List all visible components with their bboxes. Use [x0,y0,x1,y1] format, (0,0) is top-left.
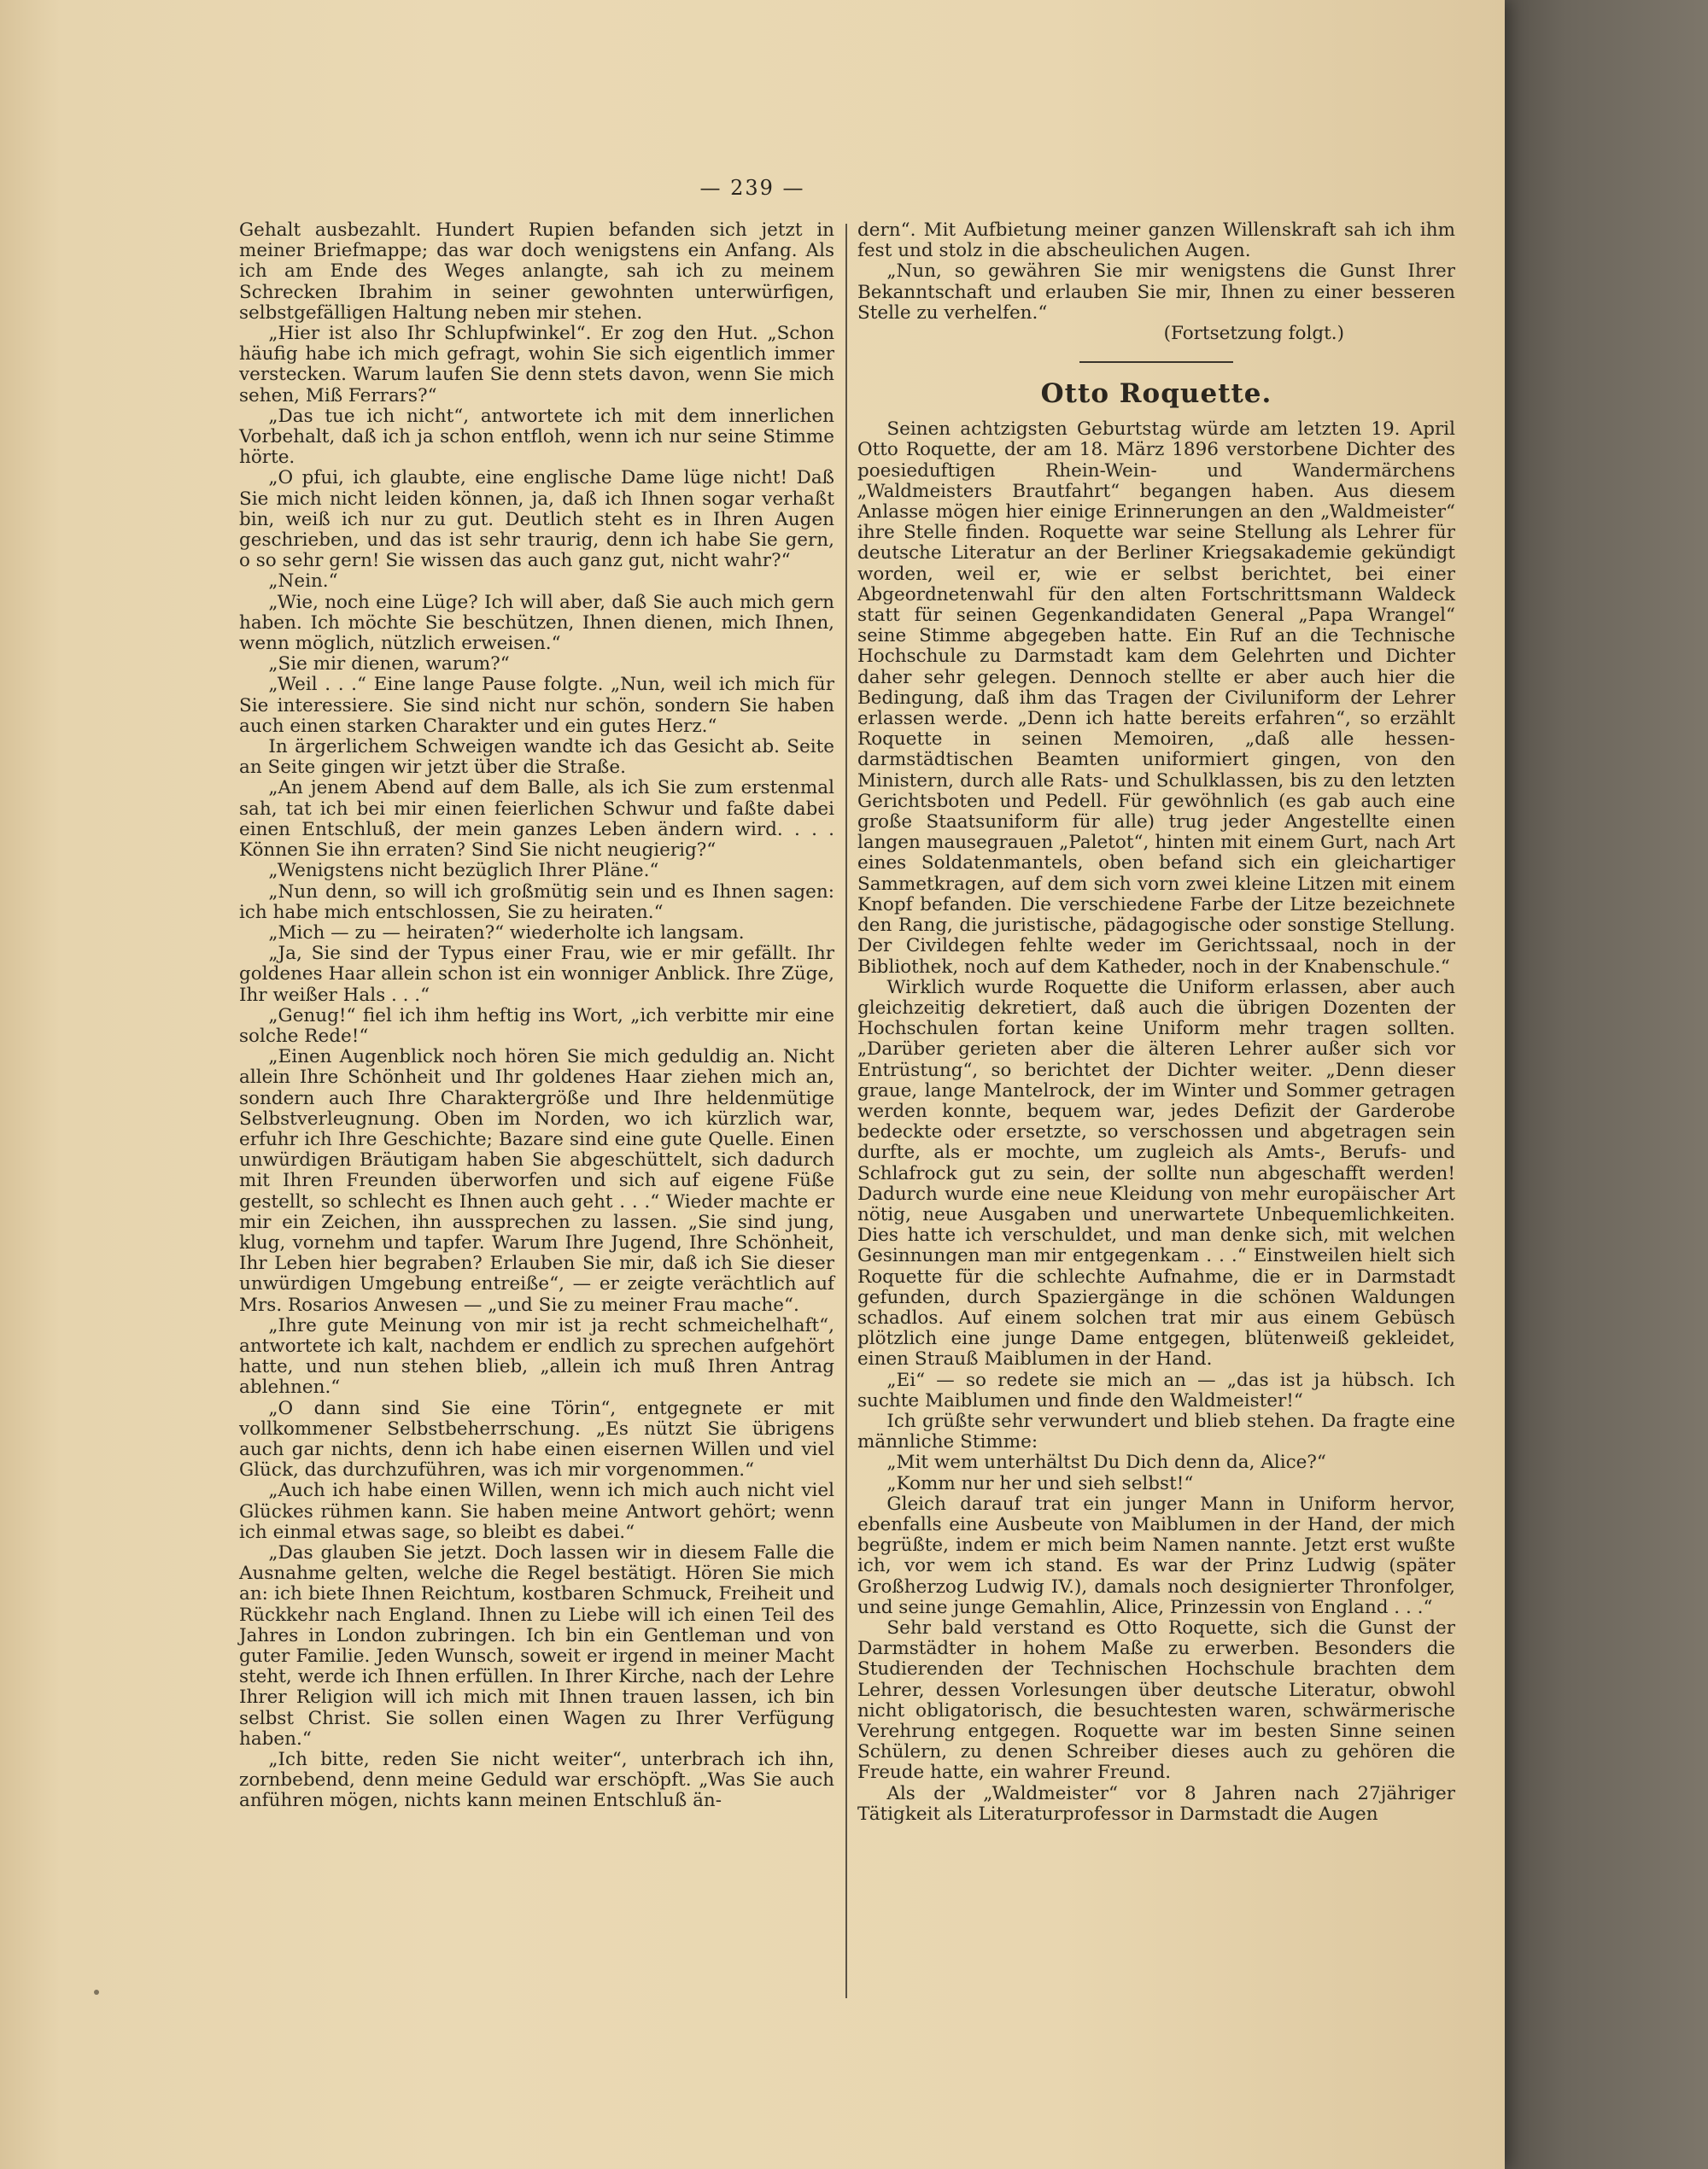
paragraph: Als der „Waldmeister“ vor 8 Jahren nach 27jähriger Tätigkeit als Literaturprofessor in Darmstadt die Augen [857,1782,1455,1825]
paragraph: „Das tue ich nicht“, antwortete ich mit dem innerlichen Vorbehalt, daß ich ja schon entfloh, wenn ich nur seine Stimme hörte. [239,405,834,469]
adjacent-page-edge [1505,0,1708,2169]
left-column [239,220,834,1812]
paragraph: dern“. Mit Aufbietung meiner ganzen Willenskraft sah ich ihm fest und stolz in die abscheulichen Augen. [857,219,1455,262]
paragraph: Gleich darauf trat ein junger Mann in Uniform hervor, ebenfalls eine Ausbeute von Maiblumen in der Hand, der mich begrüßte, indem er mich beim Namen nannte. Jetzt erst wußte ich, vor wem ich stand. Es war der Prinz Ludwig (später Großherzog Ludwig IV.), damals noch designierter Thronfolger, und seine junge Gemahlin, Alice, Prinzessin von England . . .“ [857,1493,1455,1618]
paragraph: „O pfui, ich glaubte, eine englische Dame lüge nicht! Daß Sie mich nicht leiden können, ja, daß ich Ihnen sogar verhaßt bin, weiß ich nur zu gut. Deutlich steht es in Ihren Augen geschrieben, und das ist sehr traurig, denn ich habe Sie gern, o so sehr gern! Sie wissen das auch ganz gut, nicht wahr?“ [239,467,834,572]
paragraph: „Nun denn, so will ich großmütig sein und es Ihnen sagen: ich habe mich entschlossen, Sie zu heiraten.“ [239,880,834,923]
paragraph: „Wenigstens nicht bezüglich Ihrer Pläne.“ [268,860,659,882]
column-divider [845,224,847,1998]
paragraph: „Ei“ — so redete sie mich an — „das ist ja hübsch. Ich suchte Maiblumen und finde den Waldmeister!“ [857,1369,1455,1412]
paragraph: „Das glauben Sie jetzt. Doch lassen wir in diesem Falle die Ausnahme gelten, welche die Regel bestätigt. Hören Sie mich an: ich biete Ihnen Reichtum, kostbaren Schmuck, Freiheit und Rückkehr nach England. Ihnen zu Liebe will ich einen Teil des Jahres in London zubringen. Ich bin ein Gentleman und von guter Familie. Jeden Wunsch, soweit er irgend in meiner Macht steht, werde ich Ihnen erfüllen. In Ihrer Kirche, nach der Lehre Ihrer Religion will ich mich mit Ihnen trauen lassen, ich bin selbst Christ. Sie sollen einen Wagen zu Ihrer Verfügung haben.“ [239,1542,834,1750]
paragraph: „Sie mir dienen, warum?“ [268,653,510,675]
paragraph: „Mit wem unterhältst Du Dich denn da, Alice?“ [886,1452,1326,1474]
story-continuation [857,220,1455,324]
paragraph: „Auch ich habe einen Willen, wenn ich mich auch nicht viel Glückes rühmen kann. Sie haben meine Antwort gehört; wenn ich einmal etwas sage, so bleibt es dabei.“ [239,1480,834,1543]
paragraph: Gehalt ausbezahlt. Hundert Rupien befanden sich jetzt in meiner Briefmappe; das war doch wenigstens ein Anfang. Als ich am Ende des Weges anlangte, sah ich zu meinem Schrecken Ibrahim in seiner gewohnten unterwürfigen, selbstgefälligen Haltung neben mir stehen. [239,219,834,324]
paragraph: „Mich — zu — heiraten?“ wiederholte ich langsam. [268,921,745,944]
paragraph: „Ihre gute Meinung von mir ist ja recht schmeichelhaft“, antwortete ich kalt, nachdem er endlich zu sprechen aufgehört hatte, und nun stehen blieb, „allein ich muß Ihren Antrag ablehnen.“ [239,1314,834,1399]
paragraph: Seinen achtzigsten Geburtstag würde am letzten 19. April Otto Roquette, der am 18. März 1896 verstorbene Dichter des poesieduftigen Rhein-Wein- und Wandermärchens „Waldmeisters Brautfahrt“ begangen haben. Aus diesem Anlasse mögen hier einige Erinnerungen an den „Waldmeister“ ihre Stelle finden. Roquette war seine Stellung als Lehrer für deutsche Literatur an der Berliner Kriegsakademie gekündigt worden, weil er, wie er selbst berichtet, bei einer Abgeordnetenwahl für den alten Fortschrittsmann Waldeck statt für seinen Gegenkandidaten General „Papa Wrangel“ seine Stimme abgegeben hatte. Ein Ruf an die Technische Hochschule zu Darmstadt kam dem Gelehrten und Dichter daher sehr gelegen. Dennoch stellte er aber auch hier die Bedingung, daß ihm das Tragen der Civiluniform der Lehrer erlassen werde. „Denn ich hatte bereits erfahren“, so erzählt Roquette in seinen Memoiren, „daß alle hessen-darmstädtischen Beamten uniformiert gingen, von den Ministern, durch alle Rats- und Schulklassen, bis zu den letzten Gerichtsboten und Pedell. Für gewöhnlich (es gab auch eine große Staatsuniform für alle) trug jeder Angestellte einen langen mausegrauen „Paletot“, hinten mit einem Gurt, nach Art eines Soldatenmantels, oben befand sich ein gleichartiger Sammetkragen, auf dem sich vorn zwei kleine Litzen mit einem Knopf befanden. Die verschiedene Farbe der Litze bezeichnete den Rang, die juristische, pädagogische oder sonstige Stellung. Der Civildegen fehlte weder im Gerichtssaal, noch in der Bibliothek, noch auf dem Katheder, noch in der Knabenschule.“ [857,418,1455,978]
paragraph: „Wie, noch eine Lüge? Ich will aber, daß Sie auch mich gern haben. Ich möchte Sie beschützen, Ihnen dienen, mich Ihnen, wenn möglich, nützlich erweisen.“ [239,591,834,655]
continuation-note: (Fortsetzung folgt.) [1163,323,1344,345]
paragraph: „Genug!“ fiel ich ihm heftig ins Wort, „ich verbitte mir eine solche Rede!“ [239,1004,834,1047]
page-number: — 239 — [699,176,805,200]
paragraph: „Hier ist also Ihr Schlupfwinkel“. Er zog den Hut. „Schon häufig habe ich mich gefragt, wohin Sie sich eigentlich immer verstecken. Warum laufen Sie denn stets davon, wenn Sie mich sehen, Miß Ferrars?“ [239,323,834,406]
paragraph: „An jenem Abend auf dem Balle, als ich Sie zum erstenmal sah, tat ich bei mir einen feierlichen Schwur und faßte dabei einen Entschluß, der mein ganzes Leben ändern wird. . . . Können Sie ihn erraten? Sind Sie nicht neugierig?“ [239,777,834,862]
article-title: Otto Roquette. [1040,378,1272,410]
article-body [857,419,1455,1825]
paragraph: „Nein.“ [268,570,338,593]
right-column [857,220,1455,1825]
paragraph: Sehr bald verstand es Otto Roquette, sich die Gunst der Darmstädter in hohem Maße zu erwerben. Besonders die Studierenden der Technischen Hochschule brachten dem Lehrer, dessen Vorlesungen über deutsche Literatur, obwohl nicht obligatorisch, die besuchtesten waren, schwärmerische Verehrung entgegen. Roquette war im besten Sinne seinen Schülern, zu denen Schreiber dieses auch zu gehören die Freude hatte, ein wahrer Freund. [857,1617,1455,1784]
paragraph: „Nun, so gewähren Sie mir wenigstens die Gunst Ihrer Bekanntschaft und erlauben Sie mir, Ihnen zu einer besseren Stelle zu verhelfen.“ [857,260,1455,324]
paragraph: In ärgerlichem Schweigen wandte ich das Gesicht ab. Seite an Seite gingen wir jetzt über die Straße. [239,736,834,779]
paragraph: „Weil . . .“ Eine lange Pause folgte. „Nun, weil ich mich für Sie interessiere. Sie sind nicht nur schön, sondern Sie haben auch einen starken Charakter und ein gutes Herz.“ [239,674,834,737]
paragraph: „Ich bitte, reden Sie nicht weiter“, unterbrach ich ihn, zornbebend, denn meine Geduld war erschöpft. „Was Sie auch anführen mögen, nichts kann meinen Entschluß än- [239,1749,834,1812]
ink-smudge [94,1990,99,1995]
paragraph: „Komm nur her und sieh selbst!“ [886,1472,1194,1494]
paragraph: „O dann sind Sie eine Törin“, entgegnete er mit vollkommener Selbstbeherrschung. „Es nützt Sie übrigens auch gar nichts, denn ich habe einen eisernen Willen und viel Glück, das durchzuführen, was ich mir vorgenommen.“ [239,1397,834,1482]
section-rule [1079,361,1233,363]
paragraph: „Ja, Sie sind der Typus einer Frau, wie er mir gefällt. Ihr goldenes Haar allein schon ist ein wonniger Anblick. Ihre Züge, Ihr weißer Hals . . .“ [239,943,834,1006]
paragraph: Wirklich wurde Roquette die Uniform erlassen, aber auch gleichzeitig dekretiert, daß auch die übrigen Dozenten der Hochschulen fortan keine Uniform mehr tragen sollten. „Darüber gerieten aber die älteren Lehrer außer sich vor Entrüstung“, so berichtet der Dichter weiter. „Denn dieser graue, lange Mantelrock, der im Winter und Sommer getragen werden konnte, bequem war, jedes Defizit der Garderobe bedeckte oder ersetzte, so verschossen und abgetragen sein durfte, als er mochte, um zugleich als Amts-, Berufs- und Schlafrock gut zu sein, der sollte nun abgeschafft werden! Dadurch wurde eine neue Kleidung von mehr europäischer Art nötig, neue Ausgaben und unerwartete Unbequemlichkeiten. Dies hatte ich verschuldet, und man denke sich, mit welchen Gesinnungen man mir entgegenkam . . .“ Einstweilen hielt sich Roquette für die schlechte Aufnahme, die er in Darmstadt gefunden, durch Spaziergänge in die schönen Waldungen schadlos. Auf einem solchen trat mir aus einem Gebüsch plötzlich eine junge Dame entgegen, blütenweiß gekleidet, einen Strauß Maiblumen in der Hand. [857,976,1455,1371]
paragraph: Ich grüßte sehr verwundert und blieb stehen. Da fragte eine männliche Stimme: [857,1410,1455,1453]
paragraph: „Einen Augenblick noch hören Sie mich geduldig an. Nicht allein Ihre Schönheit und Ihr goldenes Haar ziehen mich an, sondern auch Ihre Charaktergröße und Ihre heldenmütige Selbstverleugnung. Oben im Norden, wo ich kürzlich war, erfuhr ich Ihre Geschichte; Bazare sind eine gute Quelle. Einen unwürdigen Bräutigam haben Sie abgeschüttelt, sich dadurch mit Ihren Freunden überworfen und sich auf eigene Füße gestellt, so schlecht es Ihnen auch geht . . .“ Wieder machte er mir ein Zeichen, ihn aussprechen zu lassen. „Sie sind jung, klug, vornehm und tapfer. Warum Ihre Jugend, Ihre Schönheit, Ihr Leben hier begraben? Erlauben Sie mir, daß ich Sie dieser unwürdigen Umgebung entreiße“, — er zeigte verächtlich auf Mrs. Rosarios Anwesen — „und Sie zu meiner Frau mache“. [239,1046,834,1316]
